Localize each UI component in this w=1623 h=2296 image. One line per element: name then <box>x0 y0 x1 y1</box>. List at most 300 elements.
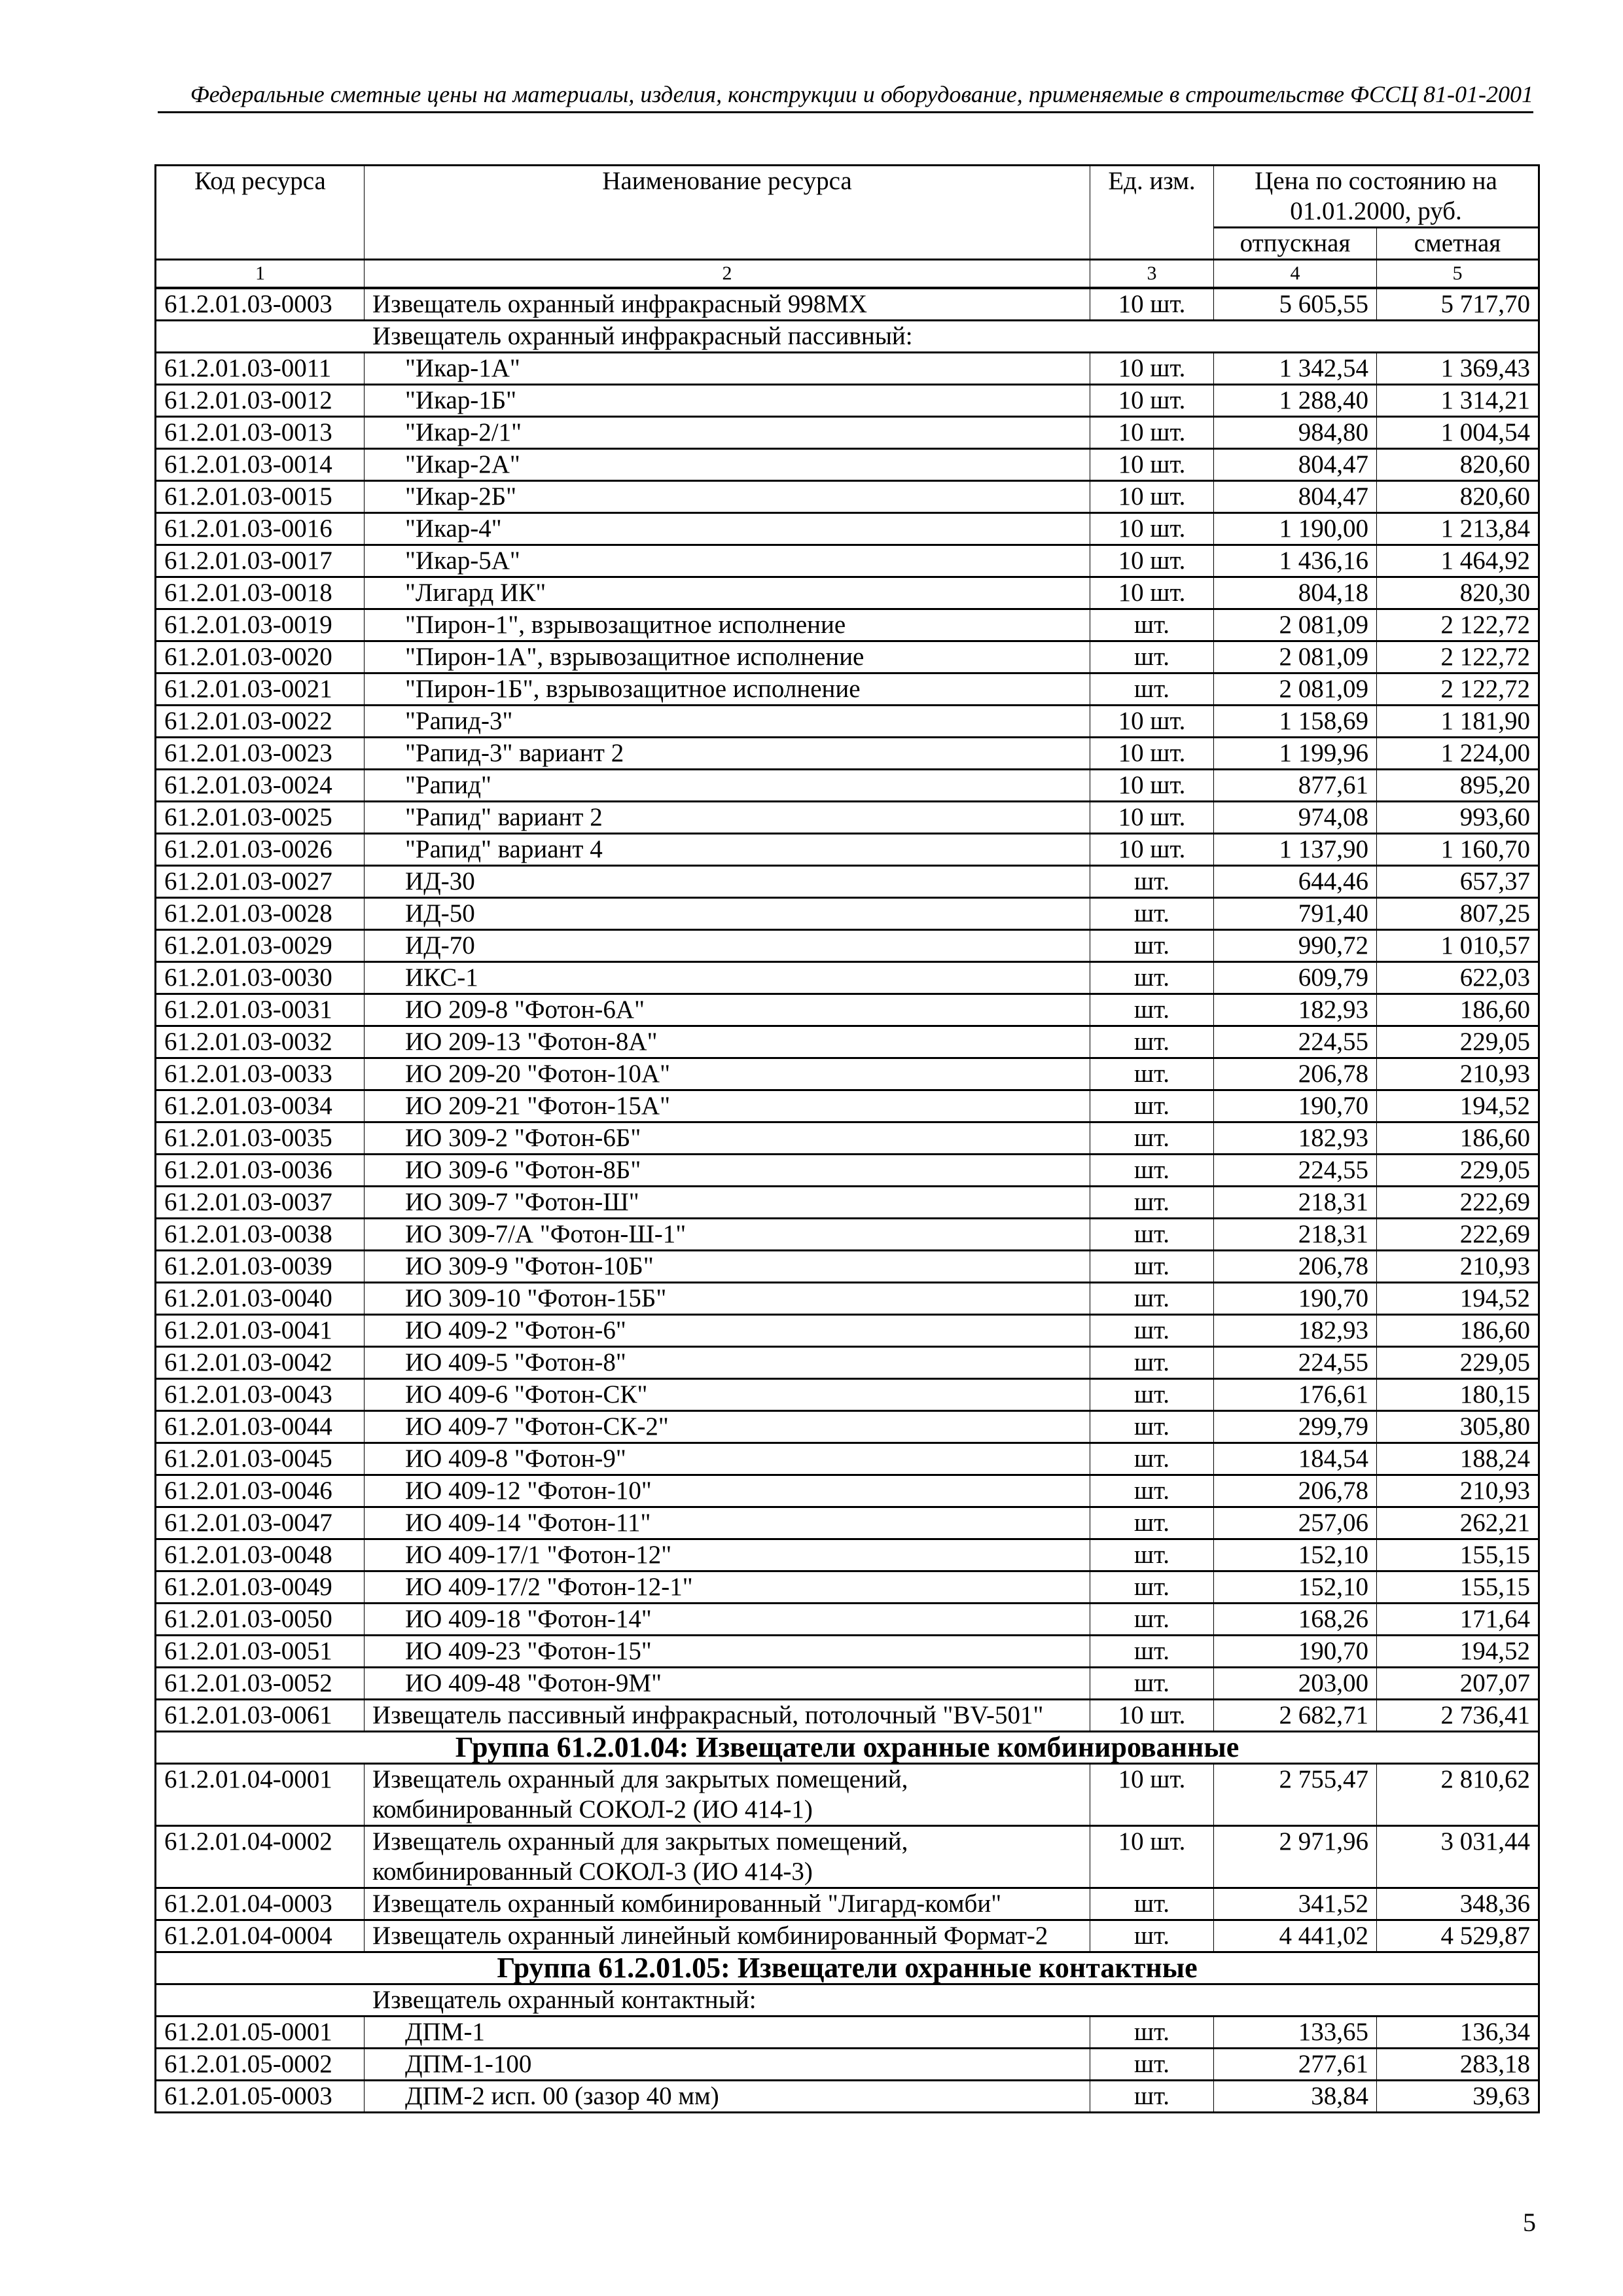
group-header-row <box>156 1952 1539 1984</box>
unit-cell: шт. <box>1090 930 1214 962</box>
estimate-price-cell: 155,15 <box>1377 1571 1539 1604</box>
table-row <box>156 449 1539 481</box>
unit-cell: шт. <box>1090 1668 1214 1700</box>
release-price-cell: 341,52 <box>1214 1888 1377 1920</box>
table-row <box>156 930 1539 962</box>
column-number: 5 <box>1377 260 1539 289</box>
table-row <box>156 641 1539 673</box>
unit-cell: шт. <box>1090 962 1214 994</box>
resource-name-cell: "Икар-2А" <box>365 449 1090 481</box>
resource-name-cell: Извещатель пассивный инфракрасный, потолочный "BV-501" <box>365 1700 1090 1732</box>
resource-code-cell: 61.2.01.03-0029 <box>156 930 365 962</box>
resource-name-cell: ИО 309-10 "Фотон-15Б" <box>365 1283 1090 1315</box>
release-price-cell: 1 342,54 <box>1214 353 1377 385</box>
table-row <box>156 1379 1539 1411</box>
table-row <box>156 706 1539 738</box>
estimate-price-cell: 895,20 <box>1377 770 1539 802</box>
resource-name-cell: ИО 409-8 "Фотон-9" <box>365 1443 1090 1475</box>
release-price-cell: 1 158,69 <box>1214 706 1377 738</box>
release-price-cell: 299,79 <box>1214 1411 1377 1443</box>
resource-code-cell: 61.2.01.03-0047 <box>156 1507 365 1539</box>
estimate-price-cell: 171,64 <box>1377 1604 1539 1636</box>
estimate-price-cell: 807,25 <box>1377 898 1539 930</box>
table-row <box>156 770 1539 802</box>
subheader-text: Извещатель охранный инфракрасный пассивный: <box>156 321 1539 353</box>
resource-name-cell: "Пирон-1Б", взрывозащитное исполнение <box>365 673 1090 706</box>
release-price-cell: 277,61 <box>1214 2049 1377 2081</box>
resource-code-cell: 61.2.01.04-0003 <box>156 1888 365 1920</box>
estimate-price-cell: 5 717,70 <box>1377 288 1539 321</box>
table-row <box>156 1507 1539 1539</box>
estimate-price-cell: 222,69 <box>1377 1219 1539 1251</box>
estimate-price-cell: 820,30 <box>1377 577 1539 609</box>
release-price-cell: 182,93 <box>1214 1315 1377 1347</box>
resource-code-cell: 61.2.01.03-0046 <box>156 1475 365 1507</box>
release-price-cell: 804,47 <box>1214 481 1377 513</box>
subheader-row <box>156 321 1539 353</box>
table-row <box>156 962 1539 994</box>
unit-cell: 10 шт. <box>1090 353 1214 385</box>
release-price-cell: 224,55 <box>1214 1347 1377 1379</box>
release-price-cell: 168,26 <box>1214 1604 1377 1636</box>
release-price-cell: 791,40 <box>1214 898 1377 930</box>
estimate-price-cell: 1 224,00 <box>1377 738 1539 770</box>
release-price-cell: 1 199,96 <box>1214 738 1377 770</box>
estimate-price-cell: 820,60 <box>1377 449 1539 481</box>
resource-code-cell: 61.2.01.03-0019 <box>156 609 365 641</box>
release-price-cell: 182,93 <box>1214 994 1377 1026</box>
unit-cell: 10 шт. <box>1090 513 1214 545</box>
unit-cell: шт. <box>1090 898 1214 930</box>
release-price-cell: 609,79 <box>1214 962 1377 994</box>
header-price-group: Цена по состоянию на 01.01.2000, руб. <box>1214 166 1539 228</box>
estimate-price-cell: 993,60 <box>1377 802 1539 834</box>
table-row <box>156 866 1539 898</box>
resource-name-cell: ИО 309-7 "Фотон-Ш" <box>365 1187 1090 1219</box>
unit-cell: 10 шт. <box>1090 834 1214 866</box>
estimate-price-cell: 4 529,87 <box>1377 1920 1539 1952</box>
table-row <box>156 1155 1539 1187</box>
unit-cell: 10 шт. <box>1090 802 1214 834</box>
estimate-price-cell: 136,34 <box>1377 2017 1539 2049</box>
resource-name-cell: "Пирон-1", взрывозащитное исполнение <box>365 609 1090 641</box>
release-price-cell: 804,47 <box>1214 449 1377 481</box>
estimate-price-cell: 186,60 <box>1377 1315 1539 1347</box>
resource-name-cell: ДПМ-1-100 <box>365 2049 1090 2081</box>
resource-name-cell: ДПМ-1 <box>365 2017 1090 2049</box>
resource-code-cell: 61.2.01.03-0017 <box>156 545 365 577</box>
unit-cell: шт. <box>1090 1251 1214 1283</box>
unit-cell: шт. <box>1090 1475 1214 1507</box>
unit-cell: шт. <box>1090 1571 1214 1604</box>
table-row <box>156 1571 1539 1604</box>
resource-code-cell: 61.2.01.03-0032 <box>156 1026 365 1058</box>
resource-name-cell: "Рапид-3" вариант 2 <box>365 738 1090 770</box>
resource-name-cell: "Рапид" <box>365 770 1090 802</box>
resource-name-cell: ИО 409-48 "Фотон-9М" <box>365 1668 1090 1700</box>
resource-code-cell: 61.2.01.03-0061 <box>156 1700 365 1732</box>
estimate-price-cell: 262,21 <box>1377 1507 1539 1539</box>
resource-code-cell: 61.2.01.03-0024 <box>156 770 365 802</box>
table-row <box>156 545 1539 577</box>
resource-name-cell: ИО 409-14 "Фотон-11" <box>365 1507 1090 1539</box>
unit-cell: шт. <box>1090 1411 1214 1443</box>
estimate-price-cell: 207,07 <box>1377 1668 1539 1700</box>
resource-name-cell: ИО 409-2 "Фотон-6" <box>365 1315 1090 1347</box>
release-price-cell: 224,55 <box>1214 1155 1377 1187</box>
column-number: 4 <box>1214 260 1377 289</box>
estimate-price-cell: 1 004,54 <box>1377 417 1539 449</box>
release-price-cell: 2 081,09 <box>1214 641 1377 673</box>
table-row <box>156 353 1539 385</box>
column-numbers-row <box>156 260 1539 289</box>
resource-name-cell: ИО 409-6 "Фотон-СК" <box>365 1379 1090 1411</box>
resource-code-cell: 61.2.01.04-0004 <box>156 1920 365 1952</box>
release-price-cell: 133,65 <box>1214 2017 1377 2049</box>
resource-name-cell: "Рапид-3" <box>365 706 1090 738</box>
table-row <box>156 1539 1539 1571</box>
resource-name-cell: Извещатель охранный для закрытых помещений, комбинированный СОКОЛ-3 (ИО 414-3) <box>365 1826 1090 1888</box>
resource-name-cell: ИД-70 <box>365 930 1090 962</box>
unit-cell: шт. <box>1090 1379 1214 1411</box>
resource-code-cell: 61.2.01.03-0044 <box>156 1411 365 1443</box>
release-price-cell: 1 190,00 <box>1214 513 1377 545</box>
resource-code-cell: 61.2.01.03-0011 <box>156 353 365 385</box>
estimate-price-cell: 1 314,21 <box>1377 385 1539 417</box>
release-price-cell: 4 441,02 <box>1214 1920 1377 1952</box>
release-price-cell: 182,93 <box>1214 1122 1377 1155</box>
release-price-cell: 176,61 <box>1214 1379 1377 1411</box>
resource-name-cell: ИО 209-20 "Фотон-10А" <box>365 1058 1090 1090</box>
price-table <box>154 164 1540 2113</box>
resource-code-cell: 61.2.01.04-0001 <box>156 1764 365 1826</box>
unit-cell: шт. <box>1090 1283 1214 1315</box>
release-price-cell: 1 137,90 <box>1214 834 1377 866</box>
resource-name-cell: ИО 209-21 "Фотон-15А" <box>365 1090 1090 1122</box>
release-price-cell: 190,70 <box>1214 1283 1377 1315</box>
release-price-cell: 152,10 <box>1214 1539 1377 1571</box>
estimate-price-cell: 820,60 <box>1377 481 1539 513</box>
estimate-price-cell: 188,24 <box>1377 1443 1539 1475</box>
group-header-row <box>156 1732 1539 1764</box>
resource-name-cell: "Рапид" вариант 4 <box>365 834 1090 866</box>
table-row <box>156 1283 1539 1315</box>
header-name: Наименование ресурса <box>365 166 1090 260</box>
resource-name-cell: ИО 309-6 "Фотон-8Б" <box>365 1155 1090 1187</box>
release-price-cell: 1 436,16 <box>1214 545 1377 577</box>
estimate-price-cell: 210,93 <box>1377 1475 1539 1507</box>
resource-name-cell: ИО 309-2 "Фотон-6Б" <box>365 1122 1090 1155</box>
resource-code-cell: 61.2.01.03-0049 <box>156 1571 365 1604</box>
release-price-cell: 2 081,09 <box>1214 673 1377 706</box>
unit-cell: шт. <box>1090 1443 1214 1475</box>
resource-name-cell: ИО 309-7/А "Фотон-Ш-1" <box>365 1219 1090 1251</box>
unit-cell: 10 шт. <box>1090 385 1214 417</box>
header-code: Код ресурса <box>156 166 365 260</box>
resource-name-cell: "Икар-1Б" <box>365 385 1090 417</box>
resource-name-cell: "Пирон-1А", взрывозащитное исполнение <box>365 641 1090 673</box>
resource-name-cell: ИО 409-7 "Фотон-СК-2" <box>365 1411 1090 1443</box>
resource-code-cell: 61.2.01.04-0002 <box>156 1826 365 1888</box>
resource-code-cell: 61.2.01.03-0012 <box>156 385 365 417</box>
unit-cell: 10 шт. <box>1090 545 1214 577</box>
resource-code-cell: 61.2.01.03-0050 <box>156 1604 365 1636</box>
unit-cell: шт. <box>1090 994 1214 1026</box>
unit-cell: 10 шт. <box>1090 577 1214 609</box>
release-price-cell: 190,70 <box>1214 1636 1377 1668</box>
release-price-cell: 257,06 <box>1214 1507 1377 1539</box>
resource-code-cell: 61.2.01.03-0016 <box>156 513 365 545</box>
unit-cell: 10 шт. <box>1090 738 1214 770</box>
estimate-price-cell: 186,60 <box>1377 1122 1539 1155</box>
table-row <box>156 1026 1539 1058</box>
resource-name-cell: ИО 209-13 "Фотон-8А" <box>365 1026 1090 1058</box>
resource-code-cell: 61.2.01.03-0040 <box>156 1283 365 1315</box>
estimate-price-cell: 657,37 <box>1377 866 1539 898</box>
resource-code-cell: 61.2.01.03-0035 <box>156 1122 365 1155</box>
resource-name-cell: "Икар-2/1" <box>365 417 1090 449</box>
estimate-price-cell: 1 369,43 <box>1377 353 1539 385</box>
group-title: Группа 61.2.01.05: Извещатели охранные контактные <box>156 1952 1539 1984</box>
estimate-price-cell: 222,69 <box>1377 1187 1539 1219</box>
estimate-price-cell: 39,63 <box>1377 2081 1539 2113</box>
header-unit: Ед. изм. <box>1090 166 1214 260</box>
unit-cell: 10 шт. <box>1090 449 1214 481</box>
table-row <box>156 1090 1539 1122</box>
unit-cell: шт. <box>1090 1507 1214 1539</box>
subheader-text: Извещатель охранный контактный: <box>156 1984 1539 2017</box>
estimate-price-cell: 348,36 <box>1377 1888 1539 1920</box>
column-number: 1 <box>156 260 365 289</box>
release-price-cell: 1 288,40 <box>1214 385 1377 417</box>
release-price-cell: 203,00 <box>1214 1668 1377 1700</box>
table-row <box>156 1058 1539 1090</box>
table-row <box>156 1764 1539 1826</box>
resource-name-cell: "Икар-4" <box>365 513 1090 545</box>
table-row <box>156 1475 1539 1507</box>
estimate-price-cell: 2 122,72 <box>1377 641 1539 673</box>
table-row <box>156 2049 1539 2081</box>
resource-code-cell: 61.2.01.03-0025 <box>156 802 365 834</box>
resource-code-cell: 61.2.01.03-0030 <box>156 962 365 994</box>
estimate-price-cell: 194,52 <box>1377 1636 1539 1668</box>
resource-name-cell: Извещатель охранный линейный комбинированный Формат-2 <box>365 1920 1090 1952</box>
unit-cell: шт. <box>1090 1187 1214 1219</box>
estimate-price-cell: 155,15 <box>1377 1539 1539 1571</box>
release-price-cell: 152,10 <box>1214 1571 1377 1604</box>
unit-cell: шт. <box>1090 1604 1214 1636</box>
table-row <box>156 1411 1539 1443</box>
release-price-cell: 184,54 <box>1214 1443 1377 1475</box>
release-price-cell: 984,80 <box>1214 417 1377 449</box>
resource-name-cell: Извещатель охранный инфракрасный 998МХ <box>365 288 1090 321</box>
estimate-price-cell: 2 122,72 <box>1377 673 1539 706</box>
estimate-price-cell: 2 810,62 <box>1377 1764 1539 1826</box>
estimate-price-cell: 1 464,92 <box>1377 545 1539 577</box>
resource-name-cell: "Икар-5А" <box>365 545 1090 577</box>
running-header: Федеральные сметные цены на материалы, изделия, конструкции и оборудование, применяемые в строительстве ФССЦ 81-01-2001 <box>158 77 1533 113</box>
resource-code-cell: 61.2.01.03-0042 <box>156 1347 365 1379</box>
table-row <box>156 1251 1539 1283</box>
resource-code-cell: 61.2.01.03-0014 <box>156 449 365 481</box>
release-price-cell: 644,46 <box>1214 866 1377 898</box>
estimate-price-cell: 180,15 <box>1377 1379 1539 1411</box>
unit-cell: шт. <box>1090 641 1214 673</box>
table-row <box>156 1122 1539 1155</box>
unit-cell: 10 шт. <box>1090 1764 1214 1826</box>
unit-cell: шт. <box>1090 1026 1214 1058</box>
unit-cell: шт. <box>1090 1347 1214 1379</box>
estimate-price-cell: 3 031,44 <box>1377 1826 1539 1888</box>
unit-cell: 10 шт. <box>1090 706 1214 738</box>
estimate-price-cell: 2 736,41 <box>1377 1700 1539 1732</box>
resource-code-cell: 61.2.01.03-0034 <box>156 1090 365 1122</box>
release-price-cell: 206,78 <box>1214 1251 1377 1283</box>
estimate-price-cell: 283,18 <box>1377 2049 1539 2081</box>
release-price-cell: 5 605,55 <box>1214 288 1377 321</box>
table-row <box>156 609 1539 641</box>
estimate-price-cell: 210,93 <box>1377 1251 1539 1283</box>
unit-cell: шт. <box>1090 1636 1214 1668</box>
table-row <box>156 1315 1539 1347</box>
resource-name-cell: ИО 409-17/1 "Фотон-12" <box>365 1539 1090 1571</box>
resource-code-cell: 61.2.01.03-0031 <box>156 994 365 1026</box>
release-price-cell: 990,72 <box>1214 930 1377 962</box>
table-row <box>156 802 1539 834</box>
estimate-price-cell: 1 010,57 <box>1377 930 1539 962</box>
release-price-cell: 804,18 <box>1214 577 1377 609</box>
estimate-price-cell: 194,52 <box>1377 1090 1539 1122</box>
column-number: 3 <box>1090 260 1214 289</box>
resource-code-cell: 61.2.01.03-0039 <box>156 1251 365 1283</box>
estimate-price-cell: 1 160,70 <box>1377 834 1539 866</box>
resource-name-cell: ИКС-1 <box>365 962 1090 994</box>
estimate-price-cell: 186,60 <box>1377 994 1539 1026</box>
resource-code-cell: 61.2.01.03-0020 <box>156 641 365 673</box>
resource-name-cell: ИО 409-18 "Фотон-14" <box>365 1604 1090 1636</box>
resource-name-cell: "Икар-1А" <box>365 353 1090 385</box>
unit-cell: шт. <box>1090 866 1214 898</box>
unit-cell: шт. <box>1090 2017 1214 2049</box>
resource-code-cell: 61.2.01.03-0021 <box>156 673 365 706</box>
table-row <box>156 1920 1539 1952</box>
resource-name-cell: ИД-30 <box>365 866 1090 898</box>
table-row <box>156 577 1539 609</box>
table-row <box>156 1219 1539 1251</box>
resource-code-cell: 61.2.01.03-0051 <box>156 1636 365 1668</box>
resource-name-cell: ИО 209-8 "Фотон-6А" <box>365 994 1090 1026</box>
estimate-price-cell: 210,93 <box>1377 1058 1539 1090</box>
table-row <box>156 834 1539 866</box>
page-number: 5 <box>1523 2208 1536 2237</box>
resource-code-cell: 61.2.01.03-0048 <box>156 1539 365 1571</box>
table-row <box>156 1443 1539 1475</box>
unit-cell: шт. <box>1090 1539 1214 1571</box>
group-title: Группа 61.2.01.04: Извещатели охранные комбинированные <box>156 1732 1539 1764</box>
resource-name-cell: ДПМ-2 исп. 00 (зазор 40 мм) <box>365 2081 1090 2113</box>
resource-code-cell: 61.2.01.03-0013 <box>156 417 365 449</box>
resource-name-cell: ИО 309-9 "Фотон-10Б" <box>365 1251 1090 1283</box>
subheader-row <box>156 1984 1539 2017</box>
resource-code-cell: 61.2.01.03-0015 <box>156 481 365 513</box>
resource-code-cell: 61.2.01.03-0041 <box>156 1315 365 1347</box>
table-row <box>156 1700 1539 1732</box>
resource-code-cell: 61.2.01.05-0003 <box>156 2081 365 2113</box>
release-price-cell: 2 081,09 <box>1214 609 1377 641</box>
resource-code-cell: 61.2.01.03-0022 <box>156 706 365 738</box>
unit-cell: 10 шт. <box>1090 288 1214 321</box>
release-price-cell: 218,31 <box>1214 1219 1377 1251</box>
release-price-cell: 224,55 <box>1214 1026 1377 1058</box>
unit-cell: 10 шт. <box>1090 417 1214 449</box>
resource-code-cell: 61.2.01.03-0003 <box>156 288 365 321</box>
table-row <box>156 1604 1539 1636</box>
resource-code-cell: 61.2.01.05-0001 <box>156 2017 365 2049</box>
resource-name-cell: ИО 409-5 "Фотон-8" <box>365 1347 1090 1379</box>
release-price-cell: 38,84 <box>1214 2081 1377 2113</box>
estimate-price-cell: 229,05 <box>1377 1347 1539 1379</box>
resource-name-cell: "Рапид" вариант 2 <box>365 802 1090 834</box>
resource-name-cell: ИО 409-12 "Фотон-10" <box>365 1475 1090 1507</box>
unit-cell: шт. <box>1090 1058 1214 1090</box>
table-row <box>156 898 1539 930</box>
table-row <box>156 673 1539 706</box>
release-price-cell: 877,61 <box>1214 770 1377 802</box>
table-row <box>156 385 1539 417</box>
estimate-price-cell: 229,05 <box>1377 1026 1539 1058</box>
unit-cell: шт. <box>1090 1920 1214 1952</box>
release-price-cell: 974,08 <box>1214 802 1377 834</box>
table-body <box>156 288 1539 2113</box>
resource-code-cell: 61.2.01.03-0027 <box>156 866 365 898</box>
resource-name-cell: Извещатель охранный для закрытых помещений, комбинированный СОКОЛ-2 (ИО 414-1) <box>365 1764 1090 1826</box>
column-number: 2 <box>365 260 1090 289</box>
table-header <box>156 166 1539 289</box>
table-row <box>156 481 1539 513</box>
unit-cell: 10 шт. <box>1090 770 1214 802</box>
estimate-price-cell: 305,80 <box>1377 1411 1539 1443</box>
estimate-price-cell: 194,52 <box>1377 1283 1539 1315</box>
table-row <box>156 417 1539 449</box>
resource-name-cell: "Икар-2Б" <box>365 481 1090 513</box>
unit-cell: шт. <box>1090 2049 1214 2081</box>
resource-code-cell: 61.2.01.03-0033 <box>156 1058 365 1090</box>
unit-cell: шт. <box>1090 2081 1214 2113</box>
resource-code-cell: 61.2.01.03-0052 <box>156 1668 365 1700</box>
resource-name-cell: ИД-50 <box>365 898 1090 930</box>
resource-code-cell: 61.2.01.03-0036 <box>156 1155 365 1187</box>
release-price-cell: 190,70 <box>1214 1090 1377 1122</box>
release-price-cell: 2 682,71 <box>1214 1700 1377 1732</box>
table-row <box>156 1826 1539 1888</box>
resource-code-cell: 61.2.01.05-0002 <box>156 2049 365 2081</box>
table-row <box>156 738 1539 770</box>
release-price-cell: 206,78 <box>1214 1058 1377 1090</box>
unit-cell: 10 шт. <box>1090 481 1214 513</box>
estimate-price-cell: 1 181,90 <box>1377 706 1539 738</box>
release-price-cell: 2 971,96 <box>1214 1826 1377 1888</box>
resource-code-cell: 61.2.01.03-0028 <box>156 898 365 930</box>
resource-name-cell: ИО 409-17/2 "Фотон-12-1" <box>365 1571 1090 1604</box>
estimate-price-cell: 2 122,72 <box>1377 609 1539 641</box>
release-price-cell: 206,78 <box>1214 1475 1377 1507</box>
resource-code-cell: 61.2.01.03-0043 <box>156 1379 365 1411</box>
table-row <box>156 994 1539 1026</box>
release-price-cell: 218,31 <box>1214 1187 1377 1219</box>
estimate-price-cell: 622,03 <box>1377 962 1539 994</box>
release-price-cell: 2 755,47 <box>1214 1764 1377 1826</box>
estimate-price-cell: 1 213,84 <box>1377 513 1539 545</box>
